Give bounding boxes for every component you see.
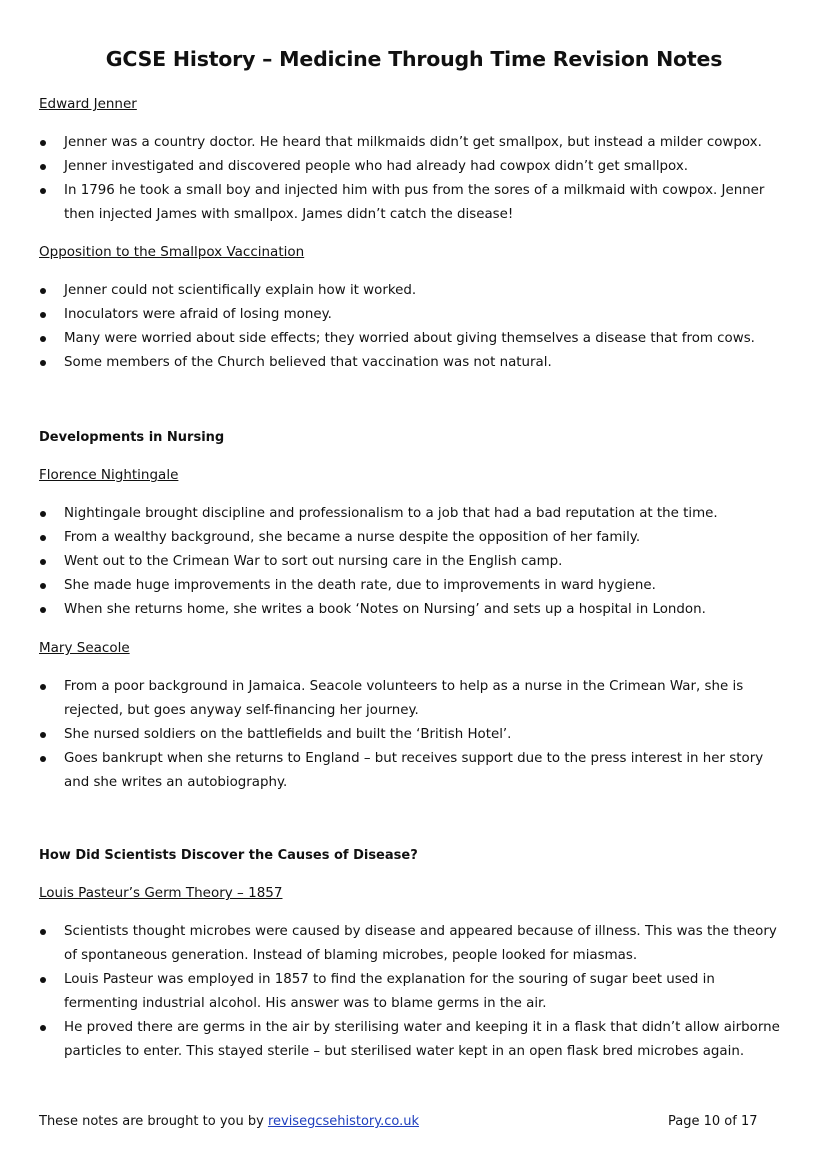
section-heading-mary-seacole: Mary Seacole <box>39 640 130 656</box>
page-title: GCSE History – Medicine Through Time Revision Notes <box>105 47 723 71</box>
list-item: She nursed soldiers on the battlefields and built the ‘British Hotel’. <box>39 723 789 747</box>
list-item: In 1796 he took a small boy and injected him with pus from the sores of a milkmaid with cowpox. Jenner then injected James with smallpox. James didn’t catch the disease! <box>39 179 789 227</box>
list-item: Jenner investigated and discovered people who had already had cowpox didn’t get smallpox. <box>39 155 789 179</box>
list-item: Went out to the Crimean War to sort out nursing care in the English camp. <box>39 550 789 574</box>
section-heading-florence-nightingale: Florence Nightingale <box>39 467 179 483</box>
list-item: Inoculators were afraid of losing money. <box>39 303 789 327</box>
list-item: From a wealthy background, she became a nurse despite the opposition of her family. <box>39 526 789 550</box>
list-item: Many were worried about side effects; they worried about giving themselves a disease that from cows. <box>39 327 789 351</box>
nightingale-bullet-list <box>39 502 789 622</box>
pasteur-bullet-list <box>39 920 789 1064</box>
seacole-bullet-list <box>39 675 789 795</box>
section-heading-causes-of-disease: How Did Scientists Discover the Causes of Disease? <box>39 848 418 863</box>
list-item: Nightingale brought discipline and professionalism to a job that had a bad reputation at the time. <box>39 502 789 526</box>
list-item: Scientists thought microbes were caused by disease and appeared because of illness. This was the theory of spontaneous generation. Instead of blaming microbes, people looked for miasmas. <box>39 920 789 968</box>
list-item: She made huge improvements in the death rate, due to improvements in ward hygiene. <box>39 574 789 598</box>
list-item: Jenner was a country doctor. He heard that milkmaids didn’t get smallpox, but instead a milder cowpox. <box>39 131 789 155</box>
list-item: From a poor background in Jamaica. Seacole volunteers to help as a nurse in the Crimean War, she is rejected, but goes anyway self-financing her journey. <box>39 675 789 723</box>
footer-credit <box>39 1114 419 1129</box>
list-item: He proved there are germs in the air by sterilising water and keeping it in a flask that didn’t allow airborne particles to enter. This stayed sterile – but sterilised water kept in an open flask bred microbes again. <box>39 1016 789 1064</box>
footer-site-link[interactable]: revisegcsehistory.co.uk <box>267 1114 420 1129</box>
opposition-bullet-list <box>39 279 789 375</box>
list-item: Jenner could not scientifically explain how it worked. <box>39 279 789 303</box>
section-heading-pasteur: Louis Pasteur’s Germ Theory – 1857 <box>39 885 283 901</box>
section-heading-edward-jenner: Edward Jenner <box>39 96 137 112</box>
footer-credit-text: These notes are brought to you by <box>39 1114 268 1129</box>
list-item: Louis Pasteur was employed in 1857 to find the explanation for the souring of sugar beet used in fermenting industrial alcohol. His answer was to blame germs in the air. <box>39 968 789 1016</box>
list-item: Goes bankrupt when she returns to England – but receives support due to the press interest in her story and she writes an autobiography. <box>39 747 789 795</box>
section-heading-opposition: Opposition to the Smallpox Vaccination <box>39 244 305 260</box>
section-heading-nursing: Developments in Nursing <box>39 430 225 445</box>
list-item: Some members of the Church believed that vaccination was not natural. <box>39 351 789 375</box>
list-item: When she returns home, she writes a book ‘Notes on Nursing’ and sets up a hospital in London. <box>39 598 789 622</box>
jenner-bullet-list <box>39 131 789 227</box>
page-number: Page 10 of 17 <box>668 1114 758 1129</box>
